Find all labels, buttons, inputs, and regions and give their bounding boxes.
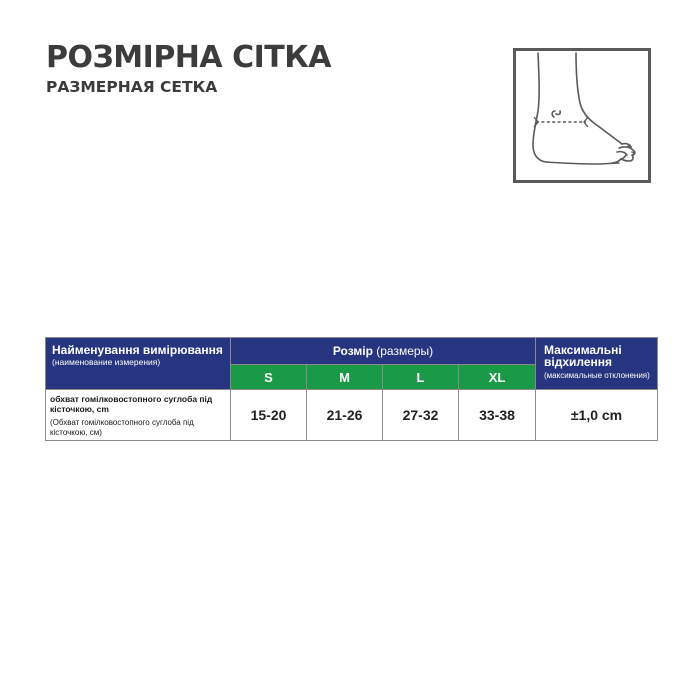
max-deviation-header: [536, 338, 658, 390]
max-deviation-subtitle: (максимальные отклонения): [544, 371, 650, 380]
max-deviation-value: ±1,0 cm: [536, 390, 658, 441]
size-label-s: S: [231, 365, 307, 390]
size-header-title: Розмір: [332, 344, 373, 358]
page-subtitle: РАЗМЕРНАЯ СЕТКА: [46, 78, 218, 96]
measurement-name-cell: [46, 390, 231, 441]
size-header-subtitle: (размеры): [376, 344, 434, 358]
size-chart-table: [45, 337, 658, 441]
size-value-xl: 33-38: [459, 390, 536, 441]
size-label-m: M: [307, 365, 383, 390]
size-value-m: 21-26: [307, 390, 383, 441]
max-deviation-title: Максимальні відхилення: [544, 343, 622, 369]
measurement-name-title: Найменування вимірювання: [52, 343, 223, 357]
measurement-name-uk: обхват гомілковостопного суглоба під кісточкою, cm: [50, 394, 213, 414]
size-value-l: 27-32: [383, 390, 459, 441]
size-header: [231, 338, 536, 365]
size-label-xl: XL: [459, 365, 536, 390]
size-value-s: 15-20: [231, 390, 307, 441]
measurement-name-header: [46, 338, 231, 390]
foot-ankle-measurement-icon: [513, 48, 651, 183]
measurement-name-ru: (Обхват гомілковостопного суглоба під кісточкою, см): [50, 418, 194, 437]
size-label-l: L: [383, 365, 459, 390]
measurement-name-subtitle: (наименование измерения): [52, 357, 161, 367]
page-title: РОЗМІРНА СІТКА: [46, 40, 331, 75]
table-row: [46, 390, 658, 441]
